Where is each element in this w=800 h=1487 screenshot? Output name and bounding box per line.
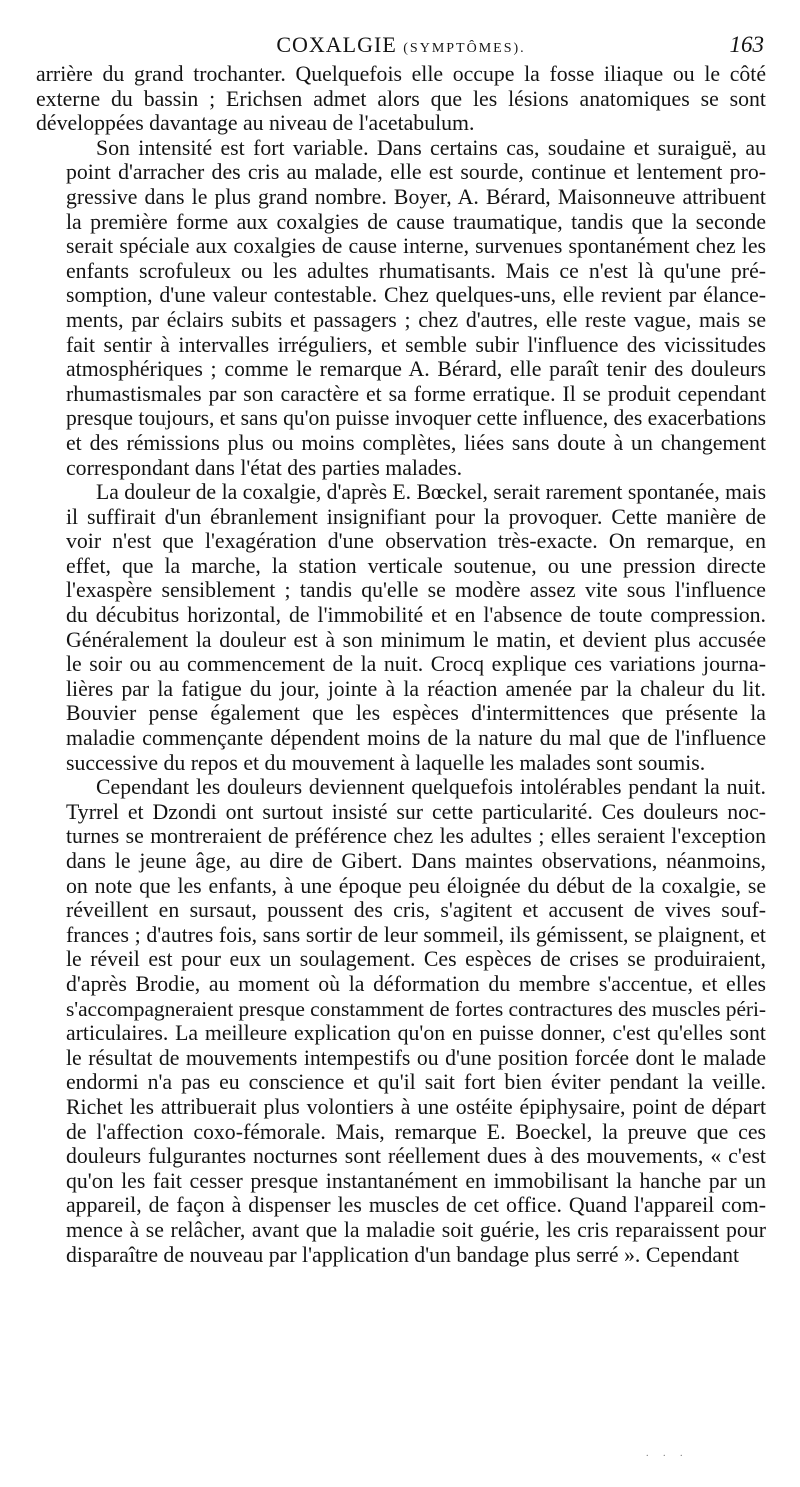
- text-line: externe du bassin ; Erichsen admet alors que les lésions anatomiques se sont: [36, 86, 766, 111]
- paragraph: [36, 136, 766, 480]
- text-line: fait sentir à intervalles irréguliers, et semble subir l'influence des vicissitudes: [66, 332, 766, 357]
- text-line: presque toujours, et sans qu'on puisse invoquer cette influence, des exacerbations: [66, 406, 766, 431]
- text-line: successive du repos et du mouvement à laquelle les malades sont soumis.: [66, 750, 706, 775]
- text-line: maladie commençante dépendent moins de la nature du mal que de l'influence: [66, 726, 766, 751]
- text-line: douleurs fulgurantes nocturnes sont réellement dues à des mouvements, « c'est: [66, 1144, 766, 1169]
- text-line: endormi n'a pas eu conscience et qu'il sait fort bien éviter pendant la veille.: [66, 1070, 766, 1095]
- paragraph: [36, 62, 766, 136]
- text-line: articulaires. La meilleure explication qu'on en puisse donner, c'est qu'elles sont: [66, 1021, 766, 1046]
- paragraph: [36, 480, 766, 775]
- text-line: et des rémissions plus ou moins complètes, liées sans doute à un changement: [66, 430, 766, 455]
- text-line: le soir ou au commencement de la nuit. Crocq explique ces variations journa-: [66, 652, 766, 677]
- body-text: [36, 62, 766, 1267]
- text-line: somption, d'une valeur contestable. Chez quelques-uns, elle revient par élance-: [66, 283, 766, 308]
- text-line: d'après Brodie, au moment où la déformation du membre s'accentue, et elles: [66, 971, 766, 996]
- text-line: Cependant les douleurs deviennent quelquefois intolérables pendant la nuit.: [96, 775, 766, 800]
- text-line: appareil, de façon à dispenser les muscles de cet office. Quand l'appareil com-: [66, 1193, 766, 1218]
- text-line: la première forme aux coxalgies de cause traumatique, tandis que la seconde: [66, 209, 766, 234]
- text-line: rhumastismales par son caractère et sa forme erratique. Il se produit cependant: [66, 381, 766, 406]
- text-line: s'accompagneraient presque constamment de fortes contractures des muscles péri-: [66, 996, 766, 1021]
- running-title: [36, 30, 766, 64]
- text-line: effet, que la marche, la station verticale soutenue, ou une pression directe: [66, 553, 766, 578]
- page-header: [36, 30, 766, 60]
- page-number: 163: [729, 32, 764, 57]
- footer-mark: . . .: [646, 1448, 689, 1459]
- text-line: La douleur de la coxalgie, d'après E. Bœckel, serait rarement spontanée, mais: [96, 480, 766, 505]
- text-line: qu'on les fait cesser presque instantanément en immobilisant la hanche par un: [66, 1168, 766, 1193]
- text-line: lières par la fatigue du jour, jointe à la réaction amenée par la chaleur du lit.: [66, 676, 766, 701]
- text-line: réveillent en sursaut, poussent des cris, s'agitent et accusent de vives souf-: [66, 898, 766, 923]
- text-line: frances ; d'autres fois, sans sortir de leur sommeil, ils gémissent, se plaignent, et: [66, 922, 766, 947]
- text-line: correspondant dans l'état des parties malades.: [66, 455, 463, 480]
- text-line: atmosphériques ; comme le remarque A. Bérard, elle paraît tenir des douleurs: [66, 357, 766, 382]
- text-line: dans le jeune âge, au dire de Gibert. Dans maintes observations, néanmoins,: [66, 849, 766, 873]
- text-line: point d'arracher des cris au malade, elle est sourde, continue et lentement pro-: [66, 160, 766, 185]
- running-title-main: COXALGIE: [276, 32, 397, 57]
- text-line: le réveil est pour eux un soulagement. Ces espèces de crises se produiraient,: [66, 947, 766, 972]
- text-line: développées davantage au niveau de l'acetabulum.: [36, 111, 475, 136]
- text-line: gressive dans le plus grand nombre. Boyer, A. Bérard, Maisonneuve attribuent: [66, 184, 766, 209]
- paragraph: [36, 775, 766, 1267]
- text-line: du décubitus horizontal, de l'immobilité et en l'absence de toute compression.: [66, 603, 766, 628]
- text-line: il suffirait d'un ébranlement insignifiant pour la provoquer. Cette manière de: [66, 504, 766, 529]
- text-line: l'exaspère sensiblement ; tandis qu'elle se modère assez vite sous l'influence: [66, 578, 766, 603]
- text-line: serait spéciale aux coxalgies de cause interne, survenues spontanément chez les: [66, 234, 766, 259]
- text-line: Bouvier pense également que les espèces d'intermittences que présente la: [66, 701, 766, 726]
- text-line: de l'affection coxo-fémorale. Mais, remarque E. Boeckel, la preuve que ces: [66, 1119, 766, 1144]
- text-line: Tyrrel et Dzondi ont surtout insisté sur cette particularité. Ces douleurs noc-: [66, 799, 766, 824]
- running-title-sub: (SYMPTÔMES).: [403, 41, 526, 56]
- text-line: arrière du grand trochanter. Quelquefois elle occupe la fosse iliaque ou le côté: [36, 62, 766, 86]
- text-line: Richet les attribuerait plus volontiers à une ostéite épiphysaire, point de départ: [66, 1094, 766, 1119]
- text-line: enfants scrofuleux ou les adultes rhumatisants. Mais ce n'est là qu'une pré-: [66, 258, 766, 283]
- text-line: Généralement la douleur est à son minimum le matin, et devient plus accusée: [66, 627, 766, 652]
- text-line: Son intensité est fort variable. Dans certains cas, soudaine et suraiguë, au: [96, 135, 766, 160]
- text-line: turnes se montreraient de préférence chez les adultes ; elles seraient l'exception: [66, 824, 766, 849]
- text-line: disparaître de nouveau par l'application d'un bandage plus serré ». Cependant: [66, 1242, 740, 1267]
- text-line: le résultat de mouvements intempestifs ou d'une position forcée dont le malade: [66, 1045, 766, 1070]
- text-line: voir n'est que l'exagération d'une observation très-exacte. On remarque, en: [66, 529, 766, 554]
- text-line: mence à se relâcher, avant que la maladie soit guérie, les cris reparaissent pour: [66, 1217, 766, 1242]
- text-line: on note que les enfants, à une époque peu éloignée du début de la coxalgie, se: [66, 873, 766, 898]
- text-line: ments, par éclairs subits et passagers ; chez d'autres, elle reste vague, mais se: [66, 307, 766, 332]
